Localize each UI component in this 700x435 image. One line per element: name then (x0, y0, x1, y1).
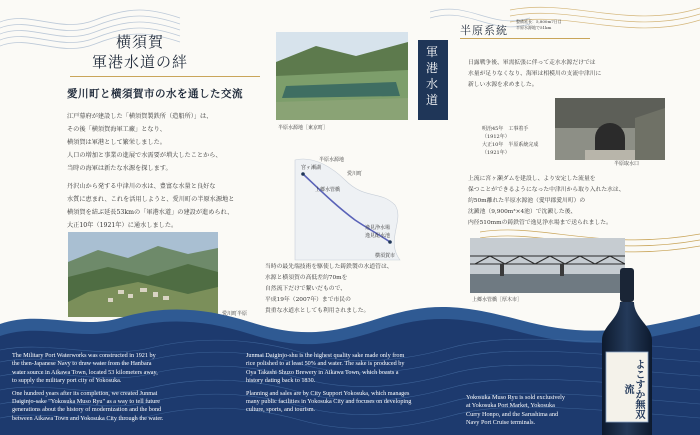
timeline-year: 大正10年 (482, 142, 504, 148)
english-column-2 (246, 352, 456, 415)
title-line-1: 横須賀 (115, 33, 164, 51)
en-line: generations about the history of modernization and the bond (12, 406, 162, 414)
body-line: 上流に宮ヶ瀬ダムを建設し、より安定した流量を (468, 176, 596, 182)
town-photo-caption: 愛川町半原 (222, 311, 248, 317)
en-line: at Yokosuka Port Market, Yokosuka (466, 402, 555, 410)
para1-line: その後「横須賀海軍工廠」となり、 (67, 126, 166, 133)
intro-paragraph (67, 110, 257, 175)
title-note-line: 整備延長：5,800m7日目 (516, 19, 562, 24)
map-label: 横須賀市 (375, 253, 396, 259)
map-label: 逸見浄水場 (365, 225, 391, 231)
section-title (70, 32, 210, 72)
intro-line: 日露戦争後、軍需拡張に伴って走水水源だけでは (468, 60, 596, 66)
vertical-banner (418, 40, 448, 120)
intro-line: 新しい水源を求めました。 (468, 82, 538, 88)
en-line: Navy Port Cruise terminals. (466, 419, 536, 427)
timeline-entry (482, 141, 538, 149)
body-line: 約50m離れた半原水源池（愛甲郡愛川町）の (468, 198, 586, 204)
right-intro (468, 58, 658, 91)
timeline-event: 半原系統完成 (508, 142, 539, 148)
body-line: 内径510mmの鋳鉄管で逸見浄水場まで送られました。 (468, 220, 612, 226)
timeline-era: （1912年） (482, 134, 510, 140)
en-line: Daiginjo-sake "Yokosuka Muso Ryu" as a way to tell future (12, 398, 161, 406)
banner-char: 道 (425, 93, 440, 107)
title-line-2: 軍港水道の絆 (91, 53, 188, 71)
subtitle: 愛川町と横須賀市の水を通した交流 (67, 88, 243, 100)
intake-photo-caption: 半原取水口 (614, 161, 640, 167)
middle-text-line: 平成19年（2007年）まで市民の (265, 297, 351, 303)
en-line: to supply the military port city of Yokosuka. (12, 377, 122, 385)
body-line: 沈澱池（9,900m³×4池）で沈澱した後、 (468, 209, 577, 215)
en-line: Planning and sales are by City Support Yokosuka, which manages (246, 389, 410, 397)
intro-line: 水量が足りなくなり、海軍は相模川の支流中津川に (468, 71, 602, 77)
en-line: between Aikawa Town and Yokosuka City through the water. (12, 414, 164, 422)
en-line: One hundred years after its completion, we created Junmai (12, 389, 158, 397)
middle-text-line: 当時の最先端技術を駆使した鋳鉄製の水道管は、 (265, 264, 393, 270)
history-paragraph (67, 180, 257, 232)
map-label: 宮ヶ瀬湖 (301, 165, 322, 171)
timeline-era: （1921年） (482, 150, 510, 156)
middle-text-line: 貴重な水道水としても利用されました。 (265, 308, 370, 314)
en-line: water source in Aikawa Town, located 53 kilometers away, (12, 368, 158, 376)
en-line: rice polished to at least 50% and water. The sake is produced by (246, 360, 405, 368)
banner-char: 軍 (425, 45, 440, 59)
en-line: the then-Japanese Navy to draw water from the Hanbara (12, 360, 152, 368)
para2-line: 横須賀を結ぶ延長53kmの「軍港水道」の建設が進められ、 (67, 209, 234, 216)
right-title-note (516, 19, 606, 31)
intake-photo (555, 98, 665, 160)
bridge-photo-caption: 上郷水管橋［厚木市］ (472, 297, 523, 303)
en-line: Junmai Daiginjo-shu is the highest quality sake made only from (246, 352, 405, 359)
en-line: Yokosuka Muso Ryu is sold exclusively (466, 394, 565, 401)
right-section-title: 半原系統 (460, 24, 508, 37)
timeline-event: 工事着手 (508, 126, 529, 132)
right-body (468, 174, 668, 229)
en-line: many public facilities in Yokosuka City and focuses on developing (246, 398, 412, 406)
para1-line: 人口の増加と事業の進展で水需要が増大したことから、 (67, 152, 222, 159)
para2-line: 大正10年（1921年）に通水しました。 (67, 222, 178, 229)
right-title-rule (460, 38, 590, 39)
title-note-line: 半原水源地で51km (516, 25, 552, 30)
middle-text-line: 水源と横須賀の高低差約70mを (265, 275, 348, 281)
para1-line: 当時の海軍は新たな水源を探します。 (67, 165, 172, 172)
route-map (285, 150, 410, 265)
reservoir-photo (276, 32, 408, 120)
map-label: 半原水源地 (319, 157, 345, 163)
banner-char: 水 (425, 77, 440, 91)
english-column-3 (466, 394, 611, 428)
en-line: culture, sports, and tourism. (246, 406, 316, 414)
timeline-year: 明治45年 (482, 126, 504, 132)
para2-line: 丹沢山から発する中津川の水は、豊富な水量と良好な (67, 183, 216, 190)
en-line: Oya Takashi Shuzo Brewery in Aikawa Town, which boasts a (246, 368, 399, 376)
body-line: 保つことができるようになった中津川から取り入れた水は、 (468, 187, 625, 193)
en-line: history dating back to 1830. (246, 377, 316, 385)
banner-char: 港 (425, 61, 440, 75)
title-rule (70, 76, 260, 77)
middle-text-line: 自然流下だけで繋いだもので、 (265, 286, 347, 292)
en-line: Curry Honpo, and the Sarushima and (466, 410, 559, 418)
timeline (482, 125, 538, 157)
bottle-label: よこすか無双流 (622, 359, 644, 419)
english-column-1 (12, 352, 242, 423)
para1-line: 横須賀は軍港として繁栄しました。 (67, 139, 166, 146)
reservoir-photo-caption: 半原水源地［東京町］ (278, 125, 329, 131)
map-label: 逸見配水池 (365, 233, 391, 239)
en-line: The Military Port Waterworks was constructed in 1921 by (12, 352, 156, 359)
para2-line: 水質に恵まれ、これを活用しようと、愛川町の半原水源地と (67, 196, 235, 203)
para1-line: 江戸幕府が建設した「横須賀製鉄所（造船所）」は、 (67, 113, 213, 120)
map-label: 愛川町 (347, 171, 363, 177)
timeline-entry (482, 125, 538, 133)
map-label: 上郷水管橋 (315, 187, 341, 193)
